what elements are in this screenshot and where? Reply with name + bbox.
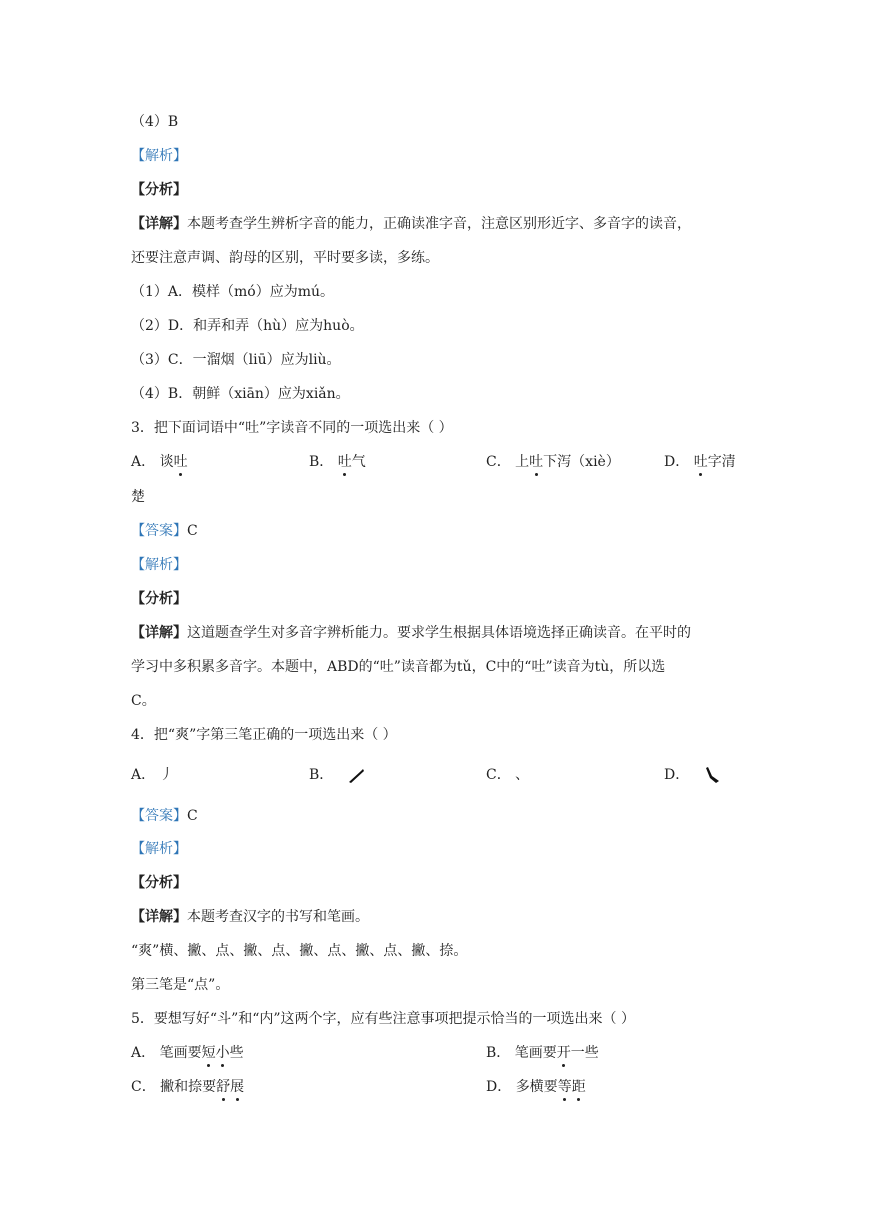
option-d: D．	[664, 765, 721, 785]
question-stem: 5．要想写好“斗”和“内”这两个字，应有些注意事项把提示恰当的一项选出来（ ）	[131, 1011, 635, 1027]
emphasis-char: 吐	[693, 454, 708, 470]
emphasis-char: 开	[556, 1045, 571, 1061]
option-c: C． 撇和捺要舒展	[131, 1079, 245, 1095]
detail-line	[131, 214, 691, 234]
emphasis-char: 吐	[337, 454, 352, 470]
option-d: D． 吐字清	[664, 454, 736, 470]
list-item: （4）B．朝鲜（xiān）应为xiǎn。	[131, 386, 350, 402]
option-b: B． 笔画要开一些	[486, 1045, 599, 1061]
list-item: （2）D．和弄和弄（hù）应为huò。	[131, 318, 364, 334]
analysis-subtag: 【分析】	[131, 182, 187, 198]
detail-line: 学习中多积累多音字。本题中，ABD的“吐”读音都为tǔ，C中的“吐”读音为tù，所以选	[131, 659, 666, 675]
emphasis-char: 吐	[529, 454, 544, 470]
detail-line: 第三笔是“点”。	[131, 977, 230, 993]
emphasis-char: 展	[230, 1079, 245, 1095]
option-c: C． 上吐下泻（xiè）	[486, 454, 620, 470]
stroke-press-icon	[703, 766, 721, 784]
analysis-tag: 【解析】	[131, 148, 187, 164]
detail-line	[131, 907, 369, 927]
answer-value: C	[187, 808, 198, 824]
option-b: B． 吐气	[309, 454, 366, 470]
stroke-tick-icon	[347, 766, 365, 784]
emphasis-char: 吐	[173, 454, 188, 470]
answer-line	[131, 806, 198, 826]
list-item: （3）C．一溜烟（liū）应为liù。	[131, 352, 341, 368]
option-b: B．	[309, 765, 365, 785]
analysis-tag: 【解析】	[131, 841, 187, 857]
emphasis-char: 距	[571, 1079, 586, 1095]
detail-line	[131, 623, 691, 643]
list-item: （1）A．模样（mó）应为mú。	[131, 284, 335, 300]
detail-text: 这道题查学生对多音字辨析能力。要求学生根据具体语境选择正确读音。在平时的	[187, 625, 691, 641]
detail-line: 还要注意声调、韵母的区别，平时要多读，多练。	[131, 250, 439, 266]
detail-text: 本题考查学生辨析字音的能力，正确读准字音，注意区别形近字、多音字的读音，	[187, 216, 691, 232]
emphasis-char: 等	[557, 1079, 572, 1095]
analysis-subtag: 【分析】	[131, 591, 187, 607]
option-a: A． 丿	[131, 767, 174, 783]
detail-tag: 【详解】	[131, 909, 187, 925]
emphasis-char: 舒	[216, 1079, 231, 1095]
analysis-subtag: 【分析】	[131, 875, 187, 891]
answer-line	[131, 521, 198, 541]
question-stem: 4．把“爽”字第三笔正确的一项选出来（ ）	[131, 727, 397, 743]
answer-line: （4）B	[131, 114, 179, 130]
option-a: A． 谈吐	[131, 454, 188, 470]
option-d-wrap: 楚	[131, 489, 145, 505]
detail-tag: 【详解】	[131, 216, 187, 232]
option-a: A． 笔画要短小些	[131, 1045, 244, 1061]
detail-line: C。	[131, 693, 156, 709]
detail-line: “爽”横、撇、点、撇、点、撇、点、撇、点、撇、捺。	[131, 943, 468, 959]
answer-value: C	[187, 523, 198, 539]
stroke-glyph: 丿	[159, 767, 174, 783]
question-stem: 3．把下面词语中“吐”字读音不同的一项选出来（ ）	[131, 420, 453, 436]
answer-tag: 【答案】	[131, 808, 187, 824]
option-d: D． 多横要等距	[486, 1079, 586, 1095]
option-c: C． 、	[486, 767, 530, 783]
detail-tag: 【详解】	[131, 625, 187, 641]
analysis-tag: 【解析】	[131, 557, 187, 573]
emphasis-char: 短	[201, 1045, 216, 1061]
stroke-glyph: 、	[515, 767, 530, 783]
emphasis-char: 小	[215, 1045, 230, 1061]
detail-text: 本题考查汉字的书写和笔画。	[187, 909, 369, 925]
answer-tag: 【答案】	[131, 523, 187, 539]
